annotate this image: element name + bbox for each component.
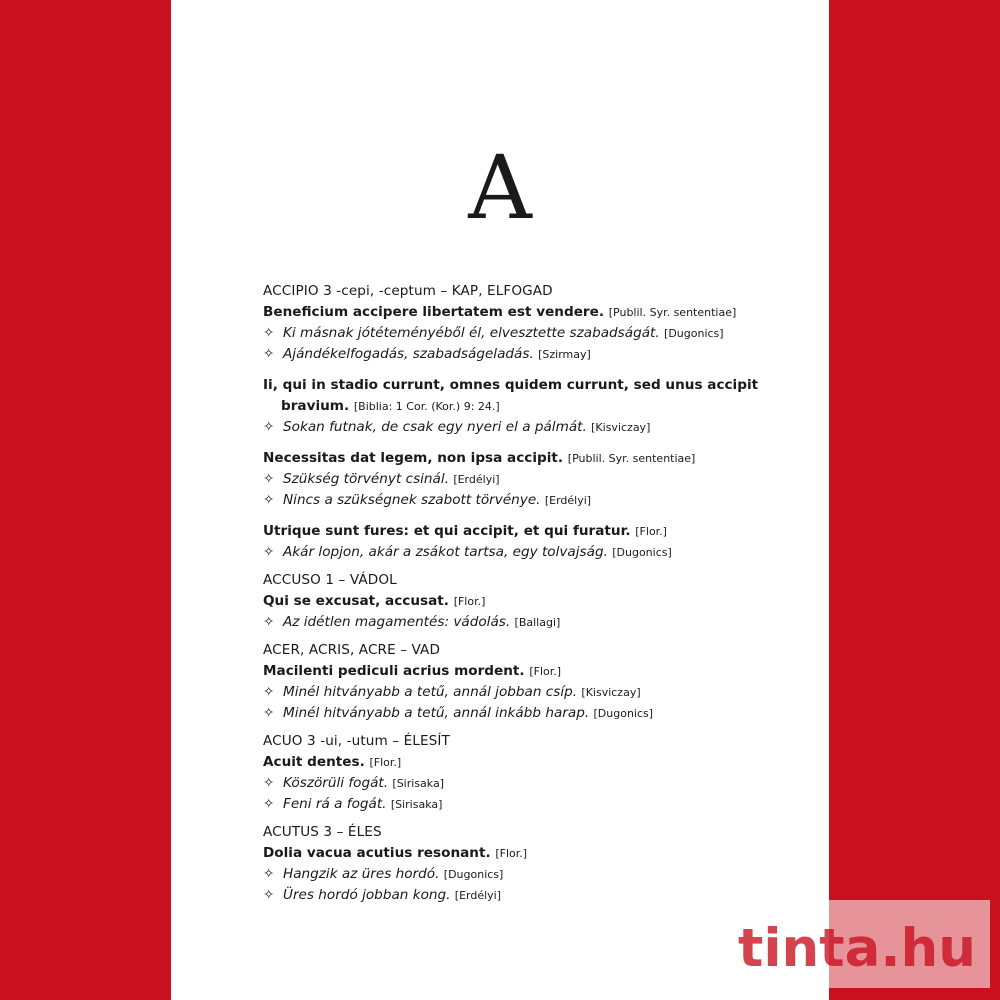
hungarian-translation (263, 773, 783, 794)
proverb-group (263, 302, 783, 365)
proverb-group (263, 448, 783, 511)
hungarian-translation (263, 323, 783, 344)
translation-source: [Ballagi] (514, 616, 561, 629)
proverb-group (263, 591, 783, 633)
proverb-text: Dolia vacua acutius resonant. (263, 845, 491, 861)
proverb-source: [Flor.] (369, 756, 402, 769)
latin-proverb (263, 302, 783, 323)
translation-text: Feni rá a fogát. (283, 796, 387, 812)
latin-proverb (263, 448, 783, 469)
watermark-logo: tinta.hu (738, 918, 976, 979)
translation-text: Szükség törvényt csinál. (283, 471, 449, 487)
proverb-text: Qui se excusat, accusat. (263, 593, 449, 609)
latin-proverb (263, 661, 783, 682)
translation-text: Minél hitványabb a tetű, annál jobban csíp. (283, 684, 578, 700)
translation-source: [Erdélyi] (453, 473, 500, 486)
proverb-text: Acuit dentes. (263, 754, 365, 770)
star-bullet-icon: ✧ (263, 684, 275, 700)
translation-source: [Dugonics] (664, 327, 724, 340)
star-bullet-icon: ✧ (263, 471, 275, 487)
hungarian-translation (263, 469, 783, 490)
translation-text: Minél hitványabb a tetű, annál inkább harap. (283, 705, 590, 721)
proverb-group (263, 752, 783, 815)
proverb-text: Macilenti pediculi acrius mordent. (263, 663, 525, 679)
translation-text: Az idétlen magamentés: vádolás. (283, 614, 511, 630)
star-bullet-icon: ✧ (263, 887, 275, 903)
star-bullet-icon: ✧ (263, 544, 275, 560)
star-bullet-icon: ✧ (263, 796, 275, 812)
star-bullet-icon: ✧ (263, 614, 275, 630)
proverb-source: [Flor.] (529, 665, 562, 678)
latin-proverb (263, 521, 783, 542)
proverb-source: [Biblia: 1 Cor. (Kor.) 9: 24.] (353, 400, 500, 413)
latin-proverb (263, 591, 783, 612)
proverb-text: Utrique sunt fures: et qui accipit, et qui furatur. (263, 523, 631, 539)
star-bullet-icon: ✧ (263, 705, 275, 721)
hungarian-translation (263, 417, 783, 438)
translation-source: [Erdélyi] (454, 889, 502, 902)
star-bullet-icon: ✧ (263, 325, 275, 341)
translation-source: [Kisviczay] (581, 686, 641, 699)
translation-source: [Dugonics] (612, 546, 672, 559)
translation-text: Ajándékelfogadás, szabadságeladás. (283, 346, 534, 362)
hungarian-translation (263, 682, 783, 703)
latin-proverb (263, 375, 783, 417)
hungarian-translation (263, 794, 783, 815)
proverb-source: [Flor.] (635, 525, 667, 538)
translation-source: [Erdélyi] (544, 494, 592, 507)
translation-source: [Szirmay] (538, 348, 591, 361)
translation-source: [Dugonics] (593, 707, 654, 720)
hungarian-translation (263, 864, 783, 885)
hungarian-translation (263, 885, 783, 906)
section-letter: A (468, 136, 532, 239)
entry-headword: ACUO 3 -ui, -utum – ÉLESÍT (263, 733, 450, 749)
translation-text: Hangzik az üres hordó. (283, 866, 440, 882)
translation-source: [Sirisaka] (392, 777, 444, 790)
translation-text: Akár lopjon, akár a zsákot tartsa, egy tolvajság. (283, 544, 608, 560)
proverb-source: [Flor.] (495, 847, 528, 860)
hungarian-translation (263, 703, 783, 724)
latin-proverb (263, 843, 783, 864)
translation-text: Ki másnak jótéteményéből él, elvesztette szabadságát. (283, 325, 660, 341)
proverb-group (263, 375, 783, 438)
hungarian-translation (263, 612, 783, 633)
hungarian-translation (263, 344, 783, 365)
proverb-source: [Publil. Syr. sententiae] (608, 306, 737, 319)
entry-headword: ACCIPIO 3 -cepi, -ceptum – KAP, ELFOGAD (263, 283, 553, 299)
entry-headword: ACCUSO 1 – VÁDOL (263, 572, 397, 588)
star-bullet-icon: ✧ (263, 419, 275, 435)
proverb-text: Necessitas dat legem, non ipsa accipit. (263, 450, 564, 466)
star-bullet-icon: ✧ (263, 492, 275, 508)
proverb-group (263, 521, 783, 563)
proverb-group (263, 661, 783, 724)
star-bullet-icon: ✧ (263, 346, 275, 362)
proverb-source: [Publil. Syr. sententiae] (567, 452, 696, 465)
proverb-source: [Flor.] (453, 595, 486, 608)
hungarian-translation (263, 490, 783, 511)
star-bullet-icon: ✧ (263, 775, 275, 791)
proverb-text: Ii, qui in stadio currunt, omnes quidem currunt, sed unus accipit bravium. (263, 377, 759, 414)
proverb-group (263, 843, 783, 906)
translation-text: Sokan futnak, de csak egy nyeri el a pálmát. (283, 419, 587, 435)
translation-source: [Kisviczay] (591, 421, 651, 434)
entry-list (263, 281, 783, 906)
translation-text: Üres hordó jobban kong. (283, 887, 451, 903)
translation-text: Nincs a szükségnek szabott törvénye. (283, 492, 541, 508)
translation-source: [Sirisaka] (390, 798, 443, 811)
dictionary-page (171, 0, 829, 1000)
translation-source: [Dugonics] (443, 868, 504, 881)
entry-headword: ACER, ACRIS, ACRE – VAD (263, 642, 441, 658)
star-bullet-icon: ✧ (263, 866, 275, 882)
hungarian-translation (263, 542, 783, 563)
entry-headword: ACUTUS 3 – ÉLES (263, 824, 382, 840)
translation-text: Köszörüli fogát. (283, 775, 389, 791)
proverb-text: Beneficium accipere libertatem est vendere. (263, 304, 604, 320)
latin-proverb (263, 752, 783, 773)
